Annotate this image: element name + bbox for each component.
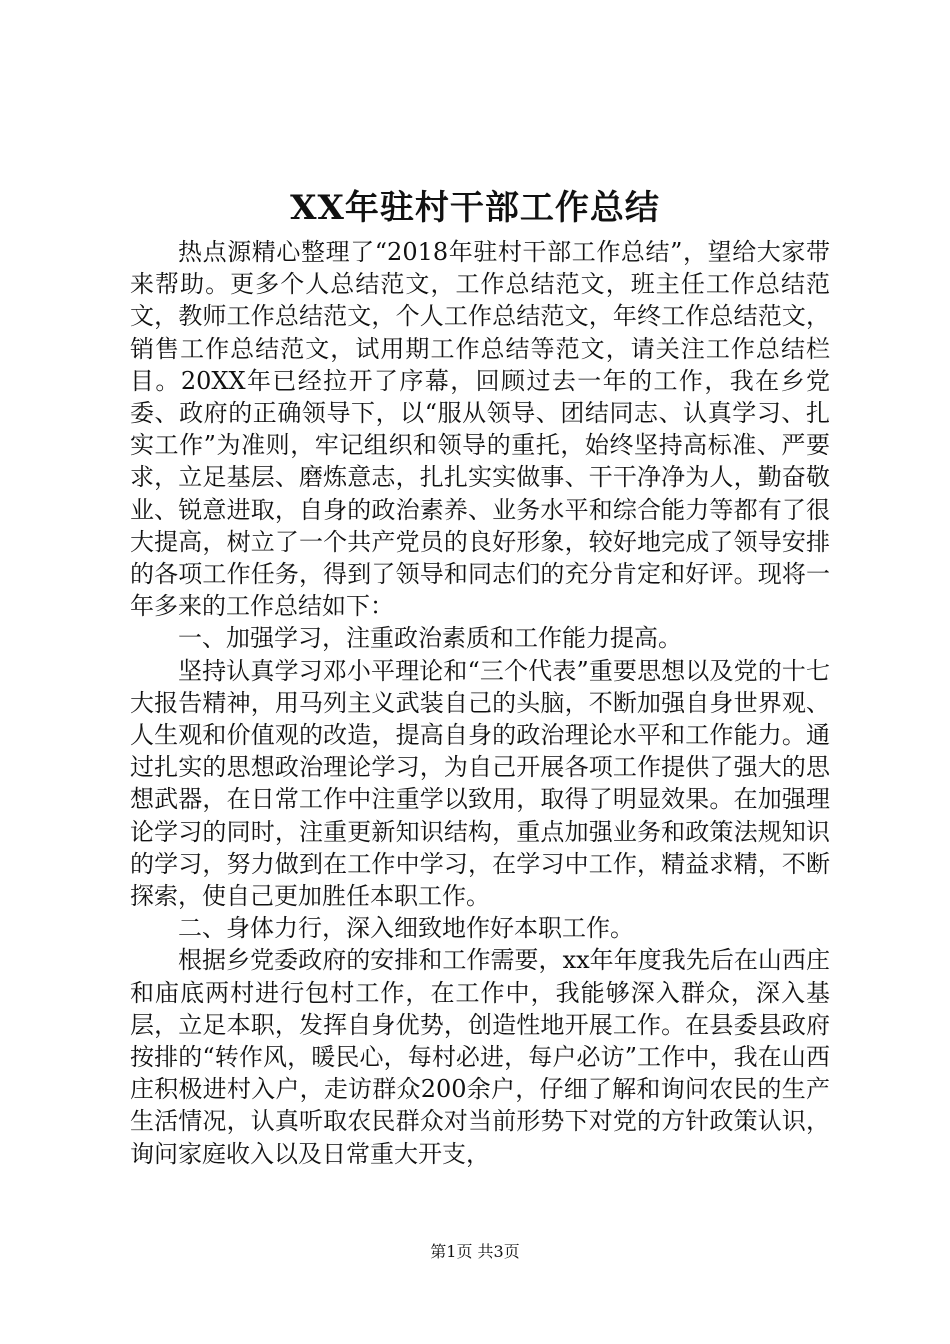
paragraph-work: 根据乡党委政府的安排和工作需要，xx年年度我先后在山西庄和庙底两村进行包村工作，在工作中，我能够深入群众，深入基层，立足本职，发挥自身优势，创造性地开展工作。在县委县政府按排的“转作风，暖民心，每村必进，每户必访”工作中，我在山西庄积极进村入户，走访群众200余户，仔细了解和询问农民的生产生活情况，认真听取农民群众对当前形势下对党的方针政策认识，询问家庭收入以及日常重大开支， <box>130 946 830 1168</box>
section-heading-2: 二、身体力行，深入细致地作好本职工作。 <box>178 914 634 943</box>
paragraph-study: 坚持认真学习邓小平理论和“三个代表”重要思想以及党的十七大报告精神，用马列主义武装自己的头脑，不断加强自身世界观、人生观和价值观的改造，提高自身的政治理论水平和工作能力。通过扎实的思想政治理论学习，为自己开展各项工作提供了强大的思想武器，在日常工作中注重学以致用，取得了明显效果。在加强理论学习的同时，注重更新知识结构，重点加强业务和政策法规知识的学习，努力做到在工作中学习，在学习中工作，精益求精，不断探索，使自己更加胜任本职工作。 <box>130 656 830 911</box>
document-title: XX年驻村干部工作总结 <box>290 188 660 228</box>
page-number: 第1页 共3页 <box>430 1242 520 1261</box>
document-body <box>130 236 830 1170</box>
paragraph-intro: 热点源精心整理了“2018年驻村干部工作总结”，望给大家带来帮助。更多个人总结范文，工作总结范文，班主任工作总结范文，教师工作总结范文，个人工作总结范文，年终工作总结范文，销售工作总结范文，试用期工作总结等范文，请关注工作总结栏目。20XX年已经拉开了序幕，回顾过去一年的工作，我在乡党委、政府的正确领导下，以“服从领导、团结同志、认真学习、扎实工作”为准则，牢记组织和领导的重托，始终坚持高标准、严要求，立足基层、磨炼意志，扎扎实实做事、干干净净为人，勤奋敬业、锐意进取，自身的政治素养、业务水平和综合能力等都有了很大提高，树立了一个共产党员的良好形象，较好地完成了领导安排的各项工作任务，得到了领导和同志们的充分肯定和好评。现将一年多来的工作总结如下： <box>130 238 830 621</box>
section-heading-1: 一、加强学习，注重政治素质和工作能力提高。 <box>178 624 682 653</box>
